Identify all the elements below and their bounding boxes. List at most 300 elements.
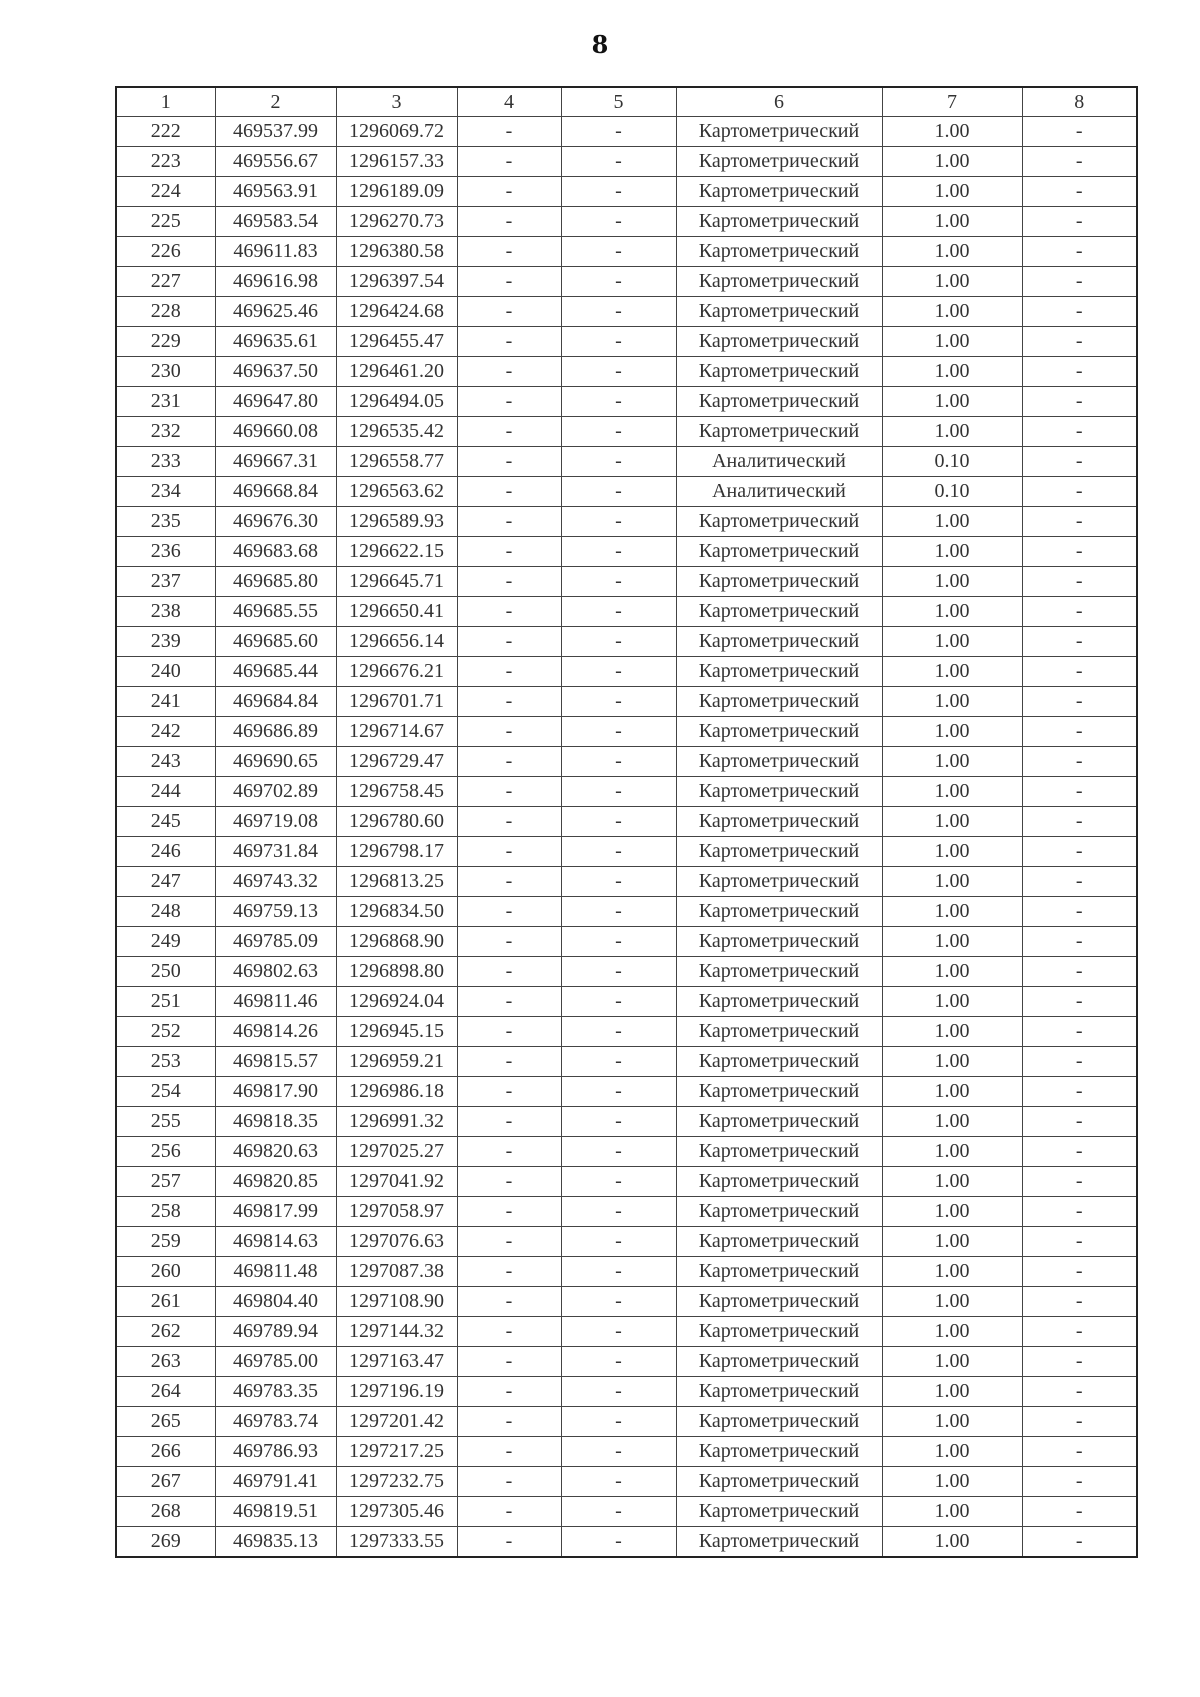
- cell-y-coordinate: 1296834.50: [336, 897, 457, 927]
- cell-col-8-value: -: [1022, 177, 1137, 207]
- table-row: [116, 687, 1137, 717]
- cell-col-5-value: -: [561, 117, 676, 147]
- cell-col-5-value: -: [561, 657, 676, 687]
- column-header: 2: [215, 87, 336, 117]
- cell-col-5-value: -: [561, 867, 676, 897]
- cell-col-5-value: -: [561, 507, 676, 537]
- cell-col-5-value: -: [561, 147, 676, 177]
- cell-x-coordinate: 469814.63: [215, 1227, 336, 1257]
- table-row: [116, 1257, 1137, 1287]
- table-row: [116, 1377, 1137, 1407]
- cell-point-number: 226: [116, 237, 215, 267]
- cell-col-5-value: -: [561, 897, 676, 927]
- cell-method: Картометрический: [676, 537, 882, 567]
- cell-x-coordinate: 469684.84: [215, 687, 336, 717]
- cell-col-5-value: -: [561, 1437, 676, 1467]
- cell-col-8-value: -: [1022, 597, 1137, 627]
- cell-col-5-value: -: [561, 537, 676, 567]
- cell-col-8-value: -: [1022, 867, 1137, 897]
- cell-accuracy: 1.00: [882, 537, 1022, 567]
- cell-y-coordinate: 1296461.20: [336, 357, 457, 387]
- cell-col-4-value: -: [457, 1527, 561, 1558]
- cell-accuracy: 1.00: [882, 1317, 1022, 1347]
- cell-y-coordinate: 1297058.97: [336, 1197, 457, 1227]
- cell-accuracy: 1.00: [882, 1167, 1022, 1197]
- cell-method: Картометрический: [676, 867, 882, 897]
- cell-x-coordinate: 469818.35: [215, 1107, 336, 1137]
- cell-accuracy: 1.00: [882, 747, 1022, 777]
- cell-col-8-value: -: [1022, 1497, 1137, 1527]
- cell-x-coordinate: 469783.35: [215, 1377, 336, 1407]
- column-header: 4: [457, 87, 561, 117]
- cell-method: Аналитический: [676, 477, 882, 507]
- cell-y-coordinate: 1296714.67: [336, 717, 457, 747]
- table-row: [116, 207, 1137, 237]
- cell-accuracy: 1.00: [882, 1107, 1022, 1137]
- cell-accuracy: 1.00: [882, 957, 1022, 987]
- table-row: [116, 927, 1137, 957]
- table-row: [116, 1497, 1137, 1527]
- cell-point-number: 269: [116, 1527, 215, 1558]
- cell-col-4-value: -: [457, 1287, 561, 1317]
- cell-x-coordinate: 469686.89: [215, 717, 336, 747]
- cell-point-number: 253: [116, 1047, 215, 1077]
- cell-accuracy: 1.00: [882, 207, 1022, 237]
- cell-method: Картометрический: [676, 987, 882, 1017]
- cell-y-coordinate: 1296622.15: [336, 537, 457, 567]
- cell-point-number: 246: [116, 837, 215, 867]
- cell-y-coordinate: 1297217.25: [336, 1437, 457, 1467]
- table-row: [116, 1437, 1137, 1467]
- cell-y-coordinate: 1296898.80: [336, 957, 457, 987]
- cell-col-4-value: -: [457, 1137, 561, 1167]
- cell-x-coordinate: 469820.85: [215, 1167, 336, 1197]
- cell-x-coordinate: 469743.32: [215, 867, 336, 897]
- cell-y-coordinate: 1296729.47: [336, 747, 457, 777]
- cell-x-coordinate: 469667.31: [215, 447, 336, 477]
- cell-col-5-value: -: [561, 387, 676, 417]
- cell-point-number: 248: [116, 897, 215, 927]
- coordinates-table: [115, 86, 1138, 1558]
- cell-y-coordinate: 1296945.15: [336, 1017, 457, 1047]
- cell-x-coordinate: 469685.44: [215, 657, 336, 687]
- table-row: [116, 417, 1137, 447]
- cell-method: Картометрический: [676, 327, 882, 357]
- cell-point-number: 254: [116, 1077, 215, 1107]
- cell-point-number: 258: [116, 1197, 215, 1227]
- cell-x-coordinate: 469685.60: [215, 627, 336, 657]
- cell-x-coordinate: 469563.91: [215, 177, 336, 207]
- column-header: 1: [116, 87, 215, 117]
- cell-accuracy: 1.00: [882, 777, 1022, 807]
- table-row: [116, 1527, 1137, 1558]
- table-row: [116, 327, 1137, 357]
- cell-accuracy: 1.00: [882, 1137, 1022, 1167]
- cell-col-8-value: -: [1022, 1227, 1137, 1257]
- cell-point-number: 263: [116, 1347, 215, 1377]
- table-row: [116, 297, 1137, 327]
- cell-col-5-value: -: [561, 1317, 676, 1347]
- cell-col-5-value: -: [561, 717, 676, 747]
- cell-point-number: 244: [116, 777, 215, 807]
- cell-y-coordinate: 1297041.92: [336, 1167, 457, 1197]
- cell-x-coordinate: 469719.08: [215, 807, 336, 837]
- cell-col-4-value: -: [457, 1107, 561, 1137]
- table-row: [116, 1287, 1137, 1317]
- cell-col-5-value: -: [561, 567, 676, 597]
- cell-accuracy: 1.00: [882, 327, 1022, 357]
- cell-col-8-value: -: [1022, 537, 1137, 567]
- table-row: [116, 177, 1137, 207]
- cell-col-5-value: -: [561, 1257, 676, 1287]
- cell-col-8-value: -: [1022, 657, 1137, 687]
- cell-col-8-value: -: [1022, 717, 1137, 747]
- cell-x-coordinate: 469556.67: [215, 147, 336, 177]
- cell-col-5-value: -: [561, 837, 676, 867]
- cell-method: Картометрический: [676, 897, 882, 927]
- cell-col-8-value: -: [1022, 237, 1137, 267]
- cell-accuracy: 1.00: [882, 1437, 1022, 1467]
- cell-accuracy: 1.00: [882, 177, 1022, 207]
- cell-col-4-value: -: [457, 177, 561, 207]
- cell-method: Картометрический: [676, 837, 882, 867]
- cell-x-coordinate: 469817.99: [215, 1197, 336, 1227]
- cell-accuracy: 1.00: [882, 807, 1022, 837]
- cell-col-5-value: -: [561, 807, 676, 837]
- cell-method: Аналитический: [676, 447, 882, 477]
- cell-col-4-value: -: [457, 687, 561, 717]
- cell-x-coordinate: 469683.68: [215, 537, 336, 567]
- cell-col-5-value: -: [561, 1227, 676, 1257]
- cell-method: Картометрический: [676, 1017, 882, 1047]
- cell-y-coordinate: 1297305.46: [336, 1497, 457, 1527]
- cell-col-8-value: -: [1022, 417, 1137, 447]
- cell-col-4-value: -: [457, 1077, 561, 1107]
- table-row: [116, 117, 1137, 147]
- cell-col-5-value: -: [561, 1077, 676, 1107]
- cell-method: Картометрический: [676, 717, 882, 747]
- cell-accuracy: 1.00: [882, 297, 1022, 327]
- cell-col-8-value: -: [1022, 1017, 1137, 1047]
- cell-method: Картометрический: [676, 237, 882, 267]
- table-row: [116, 807, 1137, 837]
- cell-y-coordinate: 1297201.42: [336, 1407, 457, 1437]
- cell-point-number: 223: [116, 147, 215, 177]
- cell-method: Картометрический: [676, 117, 882, 147]
- cell-col-5-value: -: [561, 1287, 676, 1317]
- table-row: [116, 267, 1137, 297]
- cell-y-coordinate: 1296563.62: [336, 477, 457, 507]
- cell-accuracy: 1.00: [882, 567, 1022, 597]
- cell-col-5-value: -: [561, 207, 676, 237]
- cell-x-coordinate: 469791.41: [215, 1467, 336, 1497]
- table-row: [116, 147, 1137, 177]
- cell-accuracy: 1.00: [882, 387, 1022, 417]
- cell-col-4-value: -: [457, 207, 561, 237]
- cell-method: Картометрический: [676, 1227, 882, 1257]
- cell-col-4-value: -: [457, 1317, 561, 1347]
- cell-x-coordinate: 469804.40: [215, 1287, 336, 1317]
- cell-method: Картометрический: [676, 207, 882, 237]
- cell-col-4-value: -: [457, 117, 561, 147]
- cell-accuracy: 1.00: [882, 417, 1022, 447]
- cell-y-coordinate: 1296650.41: [336, 597, 457, 627]
- cell-method: Картометрический: [676, 177, 882, 207]
- cell-col-4-value: -: [457, 567, 561, 597]
- cell-method: Картометрический: [676, 1167, 882, 1197]
- cell-y-coordinate: 1296589.93: [336, 507, 457, 537]
- column-header: 5: [561, 87, 676, 117]
- cell-point-number: 228: [116, 297, 215, 327]
- cell-col-8-value: -: [1022, 207, 1137, 237]
- cell-accuracy: 1.00: [882, 1467, 1022, 1497]
- cell-point-number: 251: [116, 987, 215, 1017]
- cell-col-4-value: -: [457, 1197, 561, 1227]
- cell-method: Картометрический: [676, 1197, 882, 1227]
- cell-accuracy: 1.00: [882, 1257, 1022, 1287]
- cell-col-8-value: -: [1022, 1257, 1137, 1287]
- cell-point-number: 240: [116, 657, 215, 687]
- cell-method: Картометрический: [676, 1317, 882, 1347]
- cell-accuracy: 1.00: [882, 1407, 1022, 1437]
- cell-accuracy: 1.00: [882, 867, 1022, 897]
- cell-col-8-value: -: [1022, 357, 1137, 387]
- cell-col-5-value: -: [561, 777, 676, 807]
- cell-accuracy: 1.00: [882, 1197, 1022, 1227]
- table-row: [116, 837, 1137, 867]
- cell-x-coordinate: 469835.13: [215, 1527, 336, 1558]
- cell-x-coordinate: 469676.30: [215, 507, 336, 537]
- cell-y-coordinate: 1296868.90: [336, 927, 457, 957]
- cell-y-coordinate: 1296189.09: [336, 177, 457, 207]
- column-header: 6: [676, 87, 882, 117]
- cell-x-coordinate: 469611.83: [215, 237, 336, 267]
- cell-x-coordinate: 469690.65: [215, 747, 336, 777]
- cell-y-coordinate: 1296069.72: [336, 117, 457, 147]
- table-row: [116, 867, 1137, 897]
- cell-col-4-value: -: [457, 927, 561, 957]
- cell-col-4-value: -: [457, 1407, 561, 1437]
- cell-x-coordinate: 469819.51: [215, 1497, 336, 1527]
- cell-col-5-value: -: [561, 357, 676, 387]
- cell-col-5-value: -: [561, 1197, 676, 1227]
- cell-col-8-value: -: [1022, 297, 1137, 327]
- cell-accuracy: 1.00: [882, 1527, 1022, 1558]
- cell-y-coordinate: 1296813.25: [336, 867, 457, 897]
- cell-col-4-value: -: [457, 597, 561, 627]
- cell-col-4-value: -: [457, 657, 561, 687]
- table-row: [116, 1017, 1137, 1047]
- cell-method: Картометрический: [676, 807, 882, 837]
- cell-x-coordinate: 469537.99: [215, 117, 336, 147]
- cell-col-4-value: -: [457, 267, 561, 297]
- cell-col-5-value: -: [561, 327, 676, 357]
- cell-col-8-value: -: [1022, 687, 1137, 717]
- cell-accuracy: 1.00: [882, 1287, 1022, 1317]
- cell-col-5-value: -: [561, 1017, 676, 1047]
- cell-method: Картометрический: [676, 657, 882, 687]
- cell-col-8-value: -: [1022, 627, 1137, 657]
- cell-col-8-value: -: [1022, 777, 1137, 807]
- cell-method: Картометрический: [676, 567, 882, 597]
- table-row: [116, 1107, 1137, 1137]
- cell-point-number: 257: [116, 1167, 215, 1197]
- table-row: [116, 237, 1137, 267]
- cell-y-coordinate: 1297163.47: [336, 1347, 457, 1377]
- cell-y-coordinate: 1296494.05: [336, 387, 457, 417]
- cell-accuracy: 1.00: [882, 237, 1022, 267]
- cell-col-4-value: -: [457, 1257, 561, 1287]
- cell-x-coordinate: 469616.98: [215, 267, 336, 297]
- cell-x-coordinate: 469660.08: [215, 417, 336, 447]
- cell-point-number: 241: [116, 687, 215, 717]
- cell-point-number: 239: [116, 627, 215, 657]
- cell-point-number: 255: [116, 1107, 215, 1137]
- cell-col-4-value: -: [457, 477, 561, 507]
- column-header: 7: [882, 87, 1022, 117]
- table-row: [116, 1047, 1137, 1077]
- cell-col-8-value: -: [1022, 1527, 1137, 1558]
- cell-y-coordinate: 1296397.54: [336, 267, 457, 297]
- cell-point-number: 266: [116, 1437, 215, 1467]
- cell-x-coordinate: 469820.63: [215, 1137, 336, 1167]
- cell-point-number: 265: [116, 1407, 215, 1437]
- cell-col-5-value: -: [561, 687, 676, 717]
- cell-accuracy: 1.00: [882, 837, 1022, 867]
- cell-accuracy: 1.00: [882, 897, 1022, 927]
- cell-col-4-value: -: [457, 237, 561, 267]
- table-row: [116, 1317, 1137, 1347]
- table-row: [116, 897, 1137, 927]
- cell-col-5-value: -: [561, 177, 676, 207]
- cell-col-5-value: -: [561, 1527, 676, 1558]
- cell-accuracy: 1.00: [882, 1077, 1022, 1107]
- cell-col-5-value: -: [561, 1497, 676, 1527]
- cell-point-number: 238: [116, 597, 215, 627]
- cell-col-8-value: -: [1022, 1347, 1137, 1377]
- cell-method: Картометрический: [676, 297, 882, 327]
- cell-point-number: 242: [116, 717, 215, 747]
- cell-point-number: 232: [116, 417, 215, 447]
- cell-accuracy: 1.00: [882, 927, 1022, 957]
- cell-x-coordinate: 469685.55: [215, 597, 336, 627]
- cell-y-coordinate: 1296270.73: [336, 207, 457, 237]
- cell-col-5-value: -: [561, 957, 676, 987]
- cell-col-4-value: -: [457, 1347, 561, 1377]
- cell-point-number: 234: [116, 477, 215, 507]
- cell-method: Картометрический: [676, 1107, 882, 1137]
- cell-accuracy: 1.00: [882, 147, 1022, 177]
- table-row: [116, 717, 1137, 747]
- cell-col-4-value: -: [457, 957, 561, 987]
- cell-y-coordinate: 1296380.58: [336, 237, 457, 267]
- cell-col-8-value: -: [1022, 1407, 1137, 1437]
- cell-method: Картометрический: [676, 417, 882, 447]
- cell-col-8-value: -: [1022, 1467, 1137, 1497]
- cell-point-number: 230: [116, 357, 215, 387]
- column-header: 8: [1022, 87, 1137, 117]
- cell-accuracy: 0.10: [882, 477, 1022, 507]
- cell-col-8-value: -: [1022, 1287, 1137, 1317]
- cell-accuracy: 1.00: [882, 1017, 1022, 1047]
- cell-col-8-value: -: [1022, 567, 1137, 597]
- cell-x-coordinate: 469783.74: [215, 1407, 336, 1437]
- cell-x-coordinate: 469817.90: [215, 1077, 336, 1107]
- cell-point-number: 252: [116, 1017, 215, 1047]
- cell-accuracy: 1.00: [882, 687, 1022, 717]
- cell-col-8-value: -: [1022, 957, 1137, 987]
- cell-x-coordinate: 469785.09: [215, 927, 336, 957]
- cell-point-number: 229: [116, 327, 215, 357]
- cell-y-coordinate: 1296991.32: [336, 1107, 457, 1137]
- cell-col-4-value: -: [457, 1377, 561, 1407]
- cell-x-coordinate: 469668.84: [215, 477, 336, 507]
- cell-method: Картометрический: [676, 357, 882, 387]
- cell-method: Картометрический: [676, 147, 882, 177]
- cell-col-5-value: -: [561, 627, 676, 657]
- cell-col-4-value: -: [457, 1047, 561, 1077]
- cell-col-5-value: -: [561, 1377, 676, 1407]
- cell-col-8-value: -: [1022, 1377, 1137, 1407]
- page-number: 8: [591, 30, 609, 59]
- cell-col-8-value: -: [1022, 267, 1137, 297]
- cell-col-8-value: -: [1022, 327, 1137, 357]
- cell-point-number: 267: [116, 1467, 215, 1497]
- cell-point-number: 224: [116, 177, 215, 207]
- cell-col-4-value: -: [457, 357, 561, 387]
- table-row: [116, 627, 1137, 657]
- cell-method: Картометрический: [676, 507, 882, 537]
- cell-col-5-value: -: [561, 1347, 676, 1377]
- cell-col-4-value: -: [457, 987, 561, 1017]
- cell-col-5-value: -: [561, 237, 676, 267]
- cell-col-4-value: -: [457, 1017, 561, 1047]
- cell-point-number: 249: [116, 927, 215, 957]
- cell-x-coordinate: 469625.46: [215, 297, 336, 327]
- cell-accuracy: 1.00: [882, 657, 1022, 687]
- cell-col-5-value: -: [561, 297, 676, 327]
- cell-col-5-value: -: [561, 987, 676, 1017]
- cell-point-number: 247: [116, 867, 215, 897]
- table-row: [116, 1077, 1137, 1107]
- cell-y-coordinate: 1296656.14: [336, 627, 457, 657]
- table-row: [116, 1467, 1137, 1497]
- cell-col-8-value: -: [1022, 1077, 1137, 1107]
- cell-x-coordinate: 469815.57: [215, 1047, 336, 1077]
- cell-col-5-value: -: [561, 1407, 676, 1437]
- cell-y-coordinate: 1297196.19: [336, 1377, 457, 1407]
- cell-method: Картометрический: [676, 1287, 882, 1317]
- table-row: [116, 957, 1137, 987]
- cell-col-4-value: -: [457, 147, 561, 177]
- cell-method: Картометрический: [676, 927, 882, 957]
- header-row: [116, 87, 1137, 117]
- cell-accuracy: 1.00: [882, 1497, 1022, 1527]
- cell-col-4-value: -: [457, 897, 561, 927]
- cell-col-8-value: -: [1022, 1167, 1137, 1197]
- cell-col-8-value: -: [1022, 147, 1137, 177]
- cell-accuracy: 1.00: [882, 117, 1022, 147]
- cell-x-coordinate: 469647.80: [215, 387, 336, 417]
- cell-method: Картометрический: [676, 1047, 882, 1077]
- cell-col-5-value: -: [561, 417, 676, 447]
- cell-col-8-value: -: [1022, 1107, 1137, 1137]
- cell-point-number: 245: [116, 807, 215, 837]
- cell-point-number: 261: [116, 1287, 215, 1317]
- cell-col-4-value: -: [457, 837, 561, 867]
- cell-col-8-value: -: [1022, 507, 1137, 537]
- cell-col-4-value: -: [457, 627, 561, 657]
